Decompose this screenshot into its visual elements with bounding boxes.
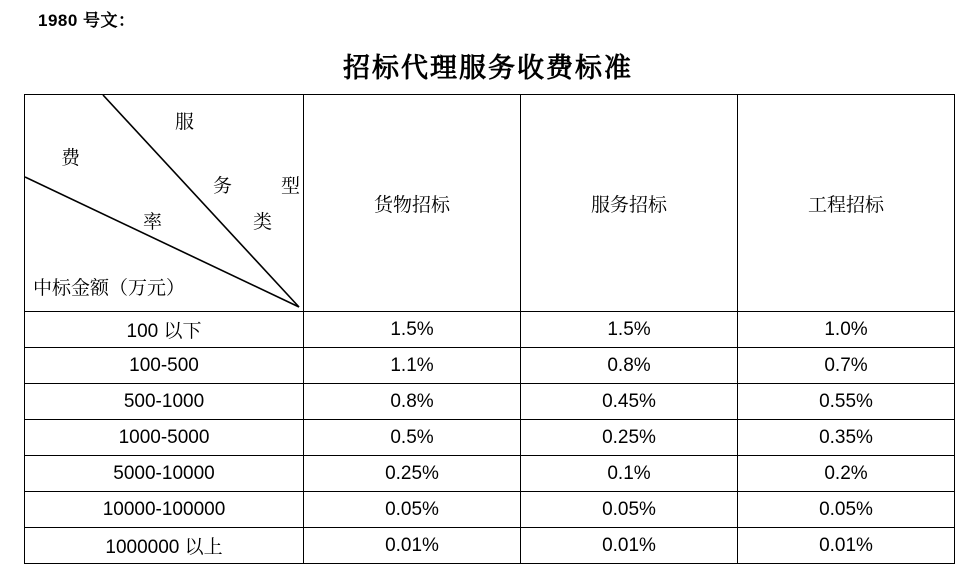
cell-value: 1.5% [521,312,738,348]
cell-value: 0.01% [304,528,521,564]
fee-table-container [24,94,952,564]
cell-value: 0.5% [304,420,521,456]
header-label-type-char2: 类 [253,212,273,233]
cell-value: 0.7% [738,348,955,384]
cell-value: 0.05% [521,492,738,528]
cell-value: 0.01% [738,528,955,564]
cell-value: 0.05% [738,492,955,528]
table-row [25,348,955,384]
row-label: 10000-100000 [25,492,304,528]
cell-value: 1.1% [304,348,521,384]
column-header-goods: 货物招标 [304,95,521,312]
table-row [25,420,955,456]
diagonal-header-cell [25,95,304,312]
table-header-row [25,95,955,312]
cell-value: 0.05% [304,492,521,528]
table-row [25,312,955,348]
cell-value: 0.01% [521,528,738,564]
cell-value: 0.1% [521,456,738,492]
page-title: 招标代理服务收费标准 [343,53,633,83]
row-label: 100 以下 [25,312,304,348]
header-label-rate: 率 [143,212,163,233]
row-label: 1000-5000 [25,420,304,456]
cell-value: 1.5% [304,312,521,348]
cell-value: 0.8% [304,384,521,420]
header-label-service: 服 [175,112,195,133]
header-label-amount: 中标金额（万元） [33,278,186,299]
row-label: 1000000 以上 [25,528,304,564]
fee-table [24,94,955,564]
cell-value: 0.25% [521,420,738,456]
table-row [25,384,955,420]
column-header-service: 服务招标 [521,95,738,312]
cell-value: 1.0% [738,312,955,348]
row-label: 100-500 [25,348,304,384]
table-row [25,528,955,564]
cell-value: 0.8% [521,348,738,384]
header-label-fee: 费 [61,148,81,169]
row-label: 5000-10000 [25,456,304,492]
header-label-type-char3: 型 [281,176,301,197]
column-header-engineering: 工程招标 [738,95,955,312]
table-row [25,492,955,528]
cell-value: 0.55% [738,384,955,420]
row-label: 500-1000 [25,384,304,420]
cell-value: 0.25% [304,456,521,492]
cell-value: 0.2% [738,456,955,492]
document-reference: 1980 号文： [38,11,136,30]
cell-value: 0.45% [521,384,738,420]
header-label-type-char1: 务 [213,176,233,197]
cell-value: 0.35% [738,420,955,456]
table-row [25,456,955,492]
